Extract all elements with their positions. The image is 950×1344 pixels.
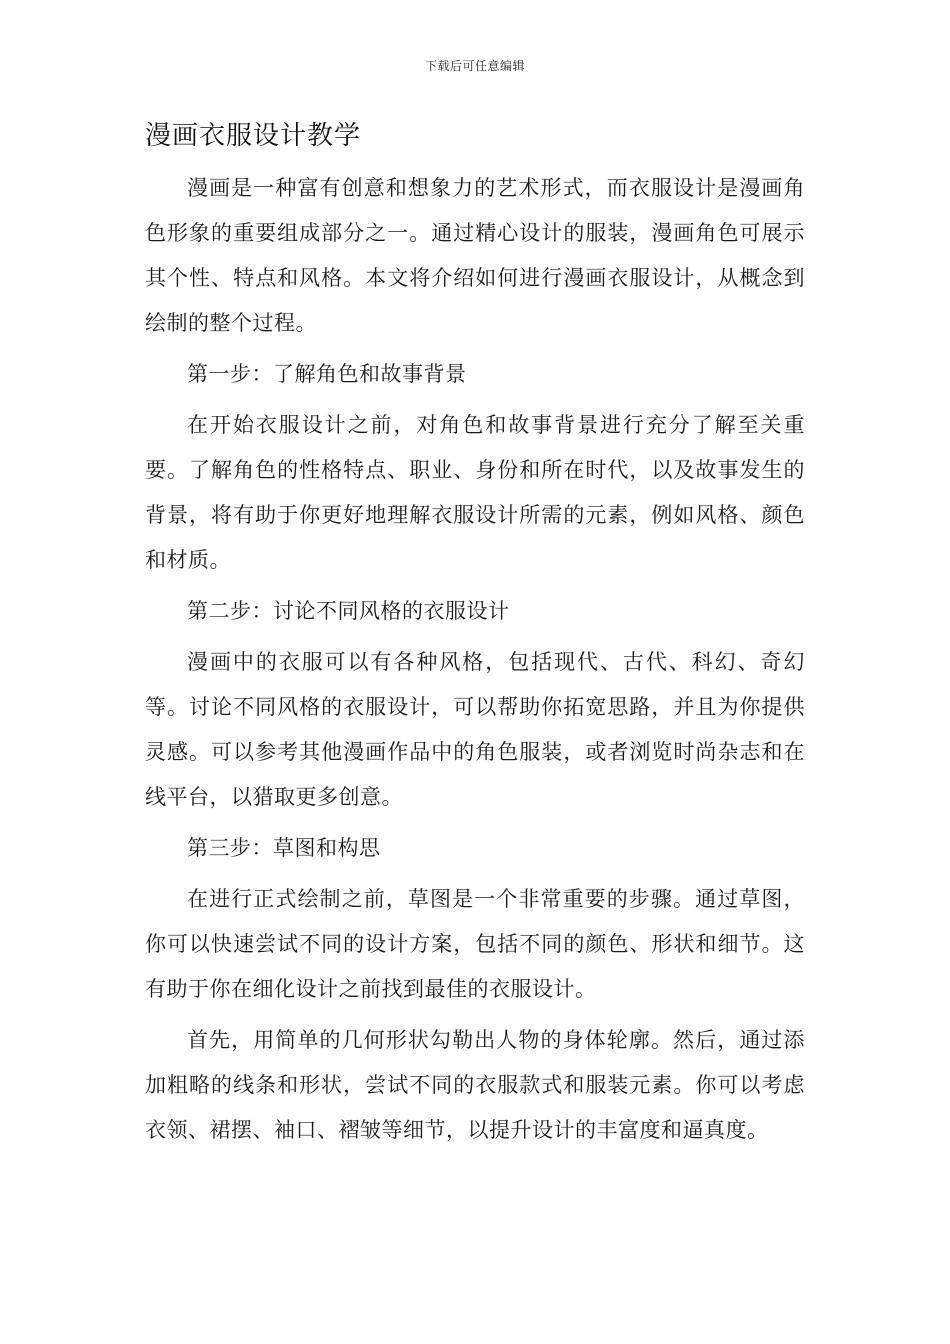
section-heading-step-2: 第二步：讨论不同风格的衣服设计 <box>187 599 510 623</box>
intro-paragraph: 漫画是一种富有创意和想象力的艺术形式，而衣服设计是漫画角色形象的重要组成部分之一。通过精心设计的服装，漫画角色可展示其个性、特点和风格。本文将介绍如何进行漫画衣服设计，从概念到绘制的整个过程。 <box>145 176 805 335</box>
section-heading-step-1: 第一步：了解角色和故事背景 <box>187 362 467 386</box>
document-title: 漫画衣服设计教学 <box>145 121 362 151</box>
section-2-paragraph: 漫画中的衣服可以有各种风格，包括现代、古代、科幻、奇幻等。讨论不同风格的衣服设计，可以帮助你拓宽思路，并且为你提供灵感。可以参考其他漫画作品中的角色服装，或者浏览时尚杂志和在线平台，以猎取更多创意。 <box>145 650 805 809</box>
document-body <box>145 118 805 1153</box>
section-1-paragraph: 在开始衣服设计之前，对角色和故事背景进行充分了解至关重要。了解角色的性格特点、职业、身份和所在时代，以及故事发生的背景，将有助于你更好地理解衣服设计所需的元素，例如风格、颜色和材质。 <box>145 413 805 572</box>
section-3-paragraph-1: 在进行正式绘制之前，草图是一个非常重要的步骤。通过草图，你可以快速尝试不同的设计方案，包括不同的颜色、形状和细节。这有助于你在细化设计之前找到最佳的衣服设计。 <box>145 887 805 1001</box>
page-header: 下载后可任意编辑 <box>424 59 525 73</box>
section-3-paragraph-2: 首先，用简单的几何形状勾勒出人物的身体轮廓。然后，通过添加粗略的线条和形状，尝试不同的衣服款式和服装元素。你可以考虑衣领、裙摆、袖口、褶皱等细节，以提升设计的丰富度和逼真度。 <box>145 1028 805 1142</box>
title-spacer <box>145 154 805 166</box>
section-heading-step-3: 第三步：草图和构思 <box>187 836 381 860</box>
